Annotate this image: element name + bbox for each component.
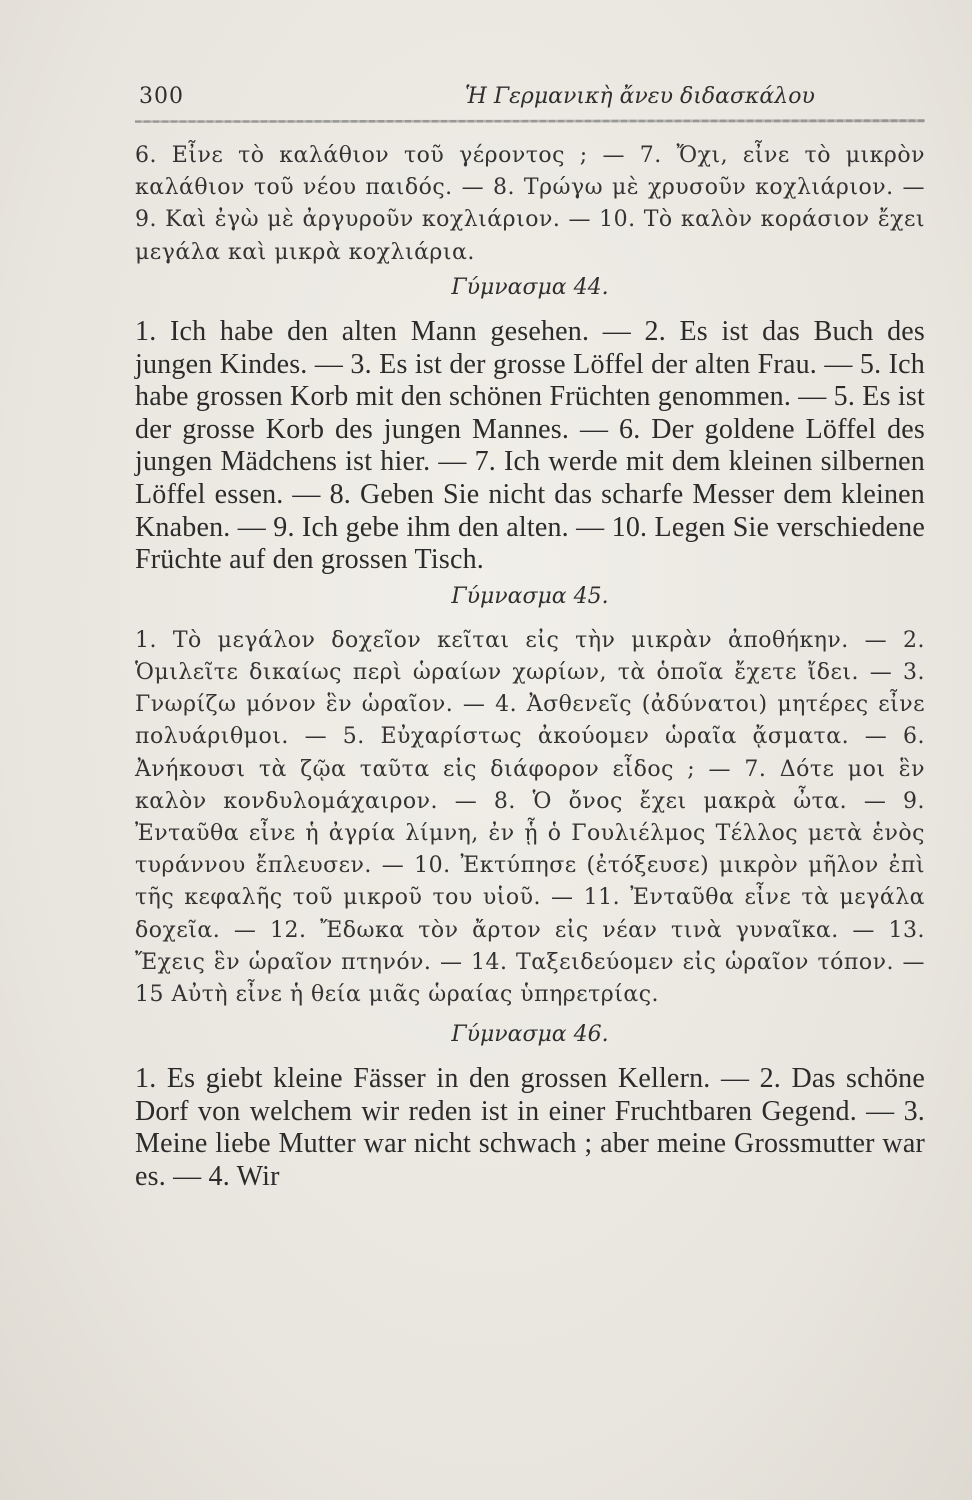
page-number: 300 xyxy=(139,84,184,109)
running-title: Ἡ Γερμανικὴ ἄνευ διδασκάλου xyxy=(465,84,815,109)
page-header xyxy=(135,84,925,118)
page-body xyxy=(135,140,925,1194)
exercise-46-text: 1. Es giebt kleine Fässer in den grossen Kellern. — 2. Das schöne Dorf von welchem wir reden ist in einer Fruchtbaren Gegend. — 3. Meine liebe Mutter war nicht schwach ; aber meine Grossmutter war es. — 4. Wir xyxy=(135,1063,925,1192)
exercise-45-text: 1. Τὸ μεγάλον δοχεῖον κεῖται εἰς τὴν μικρὰν ἀποθήκην. — 2. Ὁμιλεῖτε δικαίως περὶ ὡραίων χωρίων, τὰ ὁποῖα ἔχετε ἴδει. — 3. Γνωρίζω μόνον ἓν ὡραῖον. — 4. Ἀσθενεῖς (ἀδύνατοι) μητέρες εἶνε πολυάριθμοι. — 5. Εὐχαρίστως ἀκούομεν ὡραῖα ᾄσματα. — 6. Ἀνήκουσι τὰ ζῷα ταῦτα εἰς διάφορον εἶδος ; — 7. Δότε μοι ἓν καλὸν κονδυλομάχαιρον. — 8. Ὁ ὄνος ἔχει μακρὰ ὦτα. — 9. Ἐνταῦθα εἶνε ἡ ἀγρία λίμνη, ἐν ᾗ ὁ Γουλιέλμος Τέλλος μετὰ ἑνὸς τυράννου ἔπλευσεν. — 10. Ἐκτύπησε (ἐτόξευσε) μικρὸν μῆλον ἐπὶ τῆς κεφαλῆς τοῦ μικροῦ του υἱοῦ. — 11. Ἐνταῦθα εἶνε τὰ μεγάλα δοχεῖα. — 12. Ἔδωκα τὸν ἄρτον εἰς νέαν τινὰ γυναῖκα. — 13. Ἔχεις ἓν ὡραῖον πτηνόν. — 14. Ταξειδεύομεν εἰς ὡραῖον τόπον. — 15 Αὐτὴ εἶνε ἡ θεία μιᾶς ὡραίας ὑπηρετρίας. xyxy=(135,627,925,1007)
exercise-44-text: 1. Ich habe den alten Mann gesehen. — 2. Es ist das Buch des jungen Kindes. — 3. Es ist der grosse Löffel der alten Frau. — 5. Ich habe grossen Korb mit den schönen Früchten genommen. — 5. Es ist der grosse Korb des jungen Mannes. — 6. Der goldene Löffel des jungen Mädchens ist hier. — 7. Ich werde mit dem kleinen silbernen Löffel essen. — 8. Geben Sie nicht das scharfe Messer dem kleinen Knaben. — 9. Ich gebe ihm den alten. — 10. Legen Sie verschiedene Früchte auf den grossen Tisch. xyxy=(135,316,925,576)
exercise-45-title: Γύμνασμα 45. xyxy=(451,583,609,609)
greek-paragraph-continuation: 6. Εἶνε τὸ καλάθιον τοῦ γέροντος ; — 7. Ὄχι, εἶνε τὸ μικρὸν καλάθιον τοῦ νέου παιδός. — 8. Τρώγω μὲ χρυσοῦν κοχλιάριον. — 9. Καὶ ἐγὼ μὲ ἀργυροῦν κοχλιάριον. — 10. Τὸ καλὸν κοράσιον ἔχει μεγάλα καὶ μικρὰ κοχλιάρια. xyxy=(135,143,925,265)
header-rule xyxy=(135,118,925,124)
exercise-46-title: Γύμνασμα 46. xyxy=(451,1022,609,1048)
exercise-44-title: Γύμνασμα 44. xyxy=(451,275,609,300)
